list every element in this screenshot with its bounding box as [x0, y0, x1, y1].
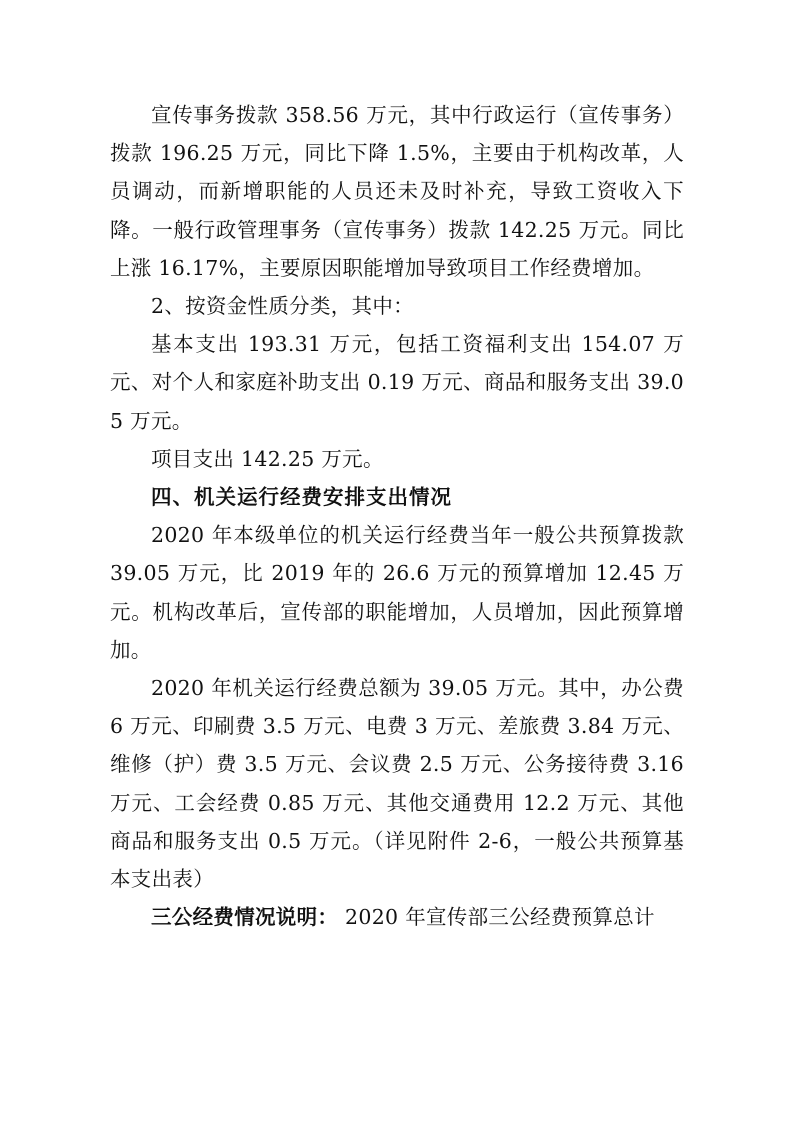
paragraph-three-public-expenses — [110, 898, 684, 936]
paragraph-basic-expenditure: 基本支出 193.31 万元，包括工资福利支出 154.07 万元、对个人和家庭补助支出 0.19 万元、商品和服务支出 39.05 万元。 — [110, 332, 684, 433]
paragraph-operating-funds-breakdown: 2020 年机关运行经费总额为 39.05 万元。其中，办公费 6 万元、印刷费 3.5 万元、电费 3 万元、差旅费 3.84 万元、维修（护）费 3.5 万元、会议费 2.5 万元、公务接待费 3.16 万元、工会经费 0.85 万元、其他交通费用 12.2 万元、其他商品和服务支出 0.5 万元。（详见附件 2-6，一般公共预算基本支出表） — [110, 676, 684, 892]
paragraph-propaganda-affairs: 宣传事务拨款 358.56 万元，其中行政运行（宣传事务）拨款 196.25 万元，同比下降 1.5%，主要由于机构改革，人员调动，而新增职能的人员还未及时补充，导致工资收入下降。一般行政管理事务（宣传事务）拨款 142.25 万元。同比上涨 16.17%，主要原因职能增加导致项目工作经费增加。 — [110, 103, 684, 280]
paragraph-project-expenditure: 项目支出 142.25 万元。 — [151, 446, 384, 471]
three-public-expenses-label: 三公经费情况说明： — [151, 905, 339, 930]
document-page — [110, 96, 684, 936]
three-public-expenses-text: 2020 年宣传部三公经费预算总计 — [338, 905, 655, 930]
paragraph-fund-nature-heading: 2、按资金性质分类，其中： — [151, 294, 414, 319]
paragraph-operating-funds-budget: 2020 年本级单位的机关运行经费当年一般公共预算拨款 39.05 万元，比 2019 年的 26.6 万元的预算增加 12.45 万元。机构改革后，宣传部的职能增加，人员增加，因此预算增加。 — [110, 523, 684, 662]
section-heading-operating-funds: 四、机关运行经费安排支出情况 — [151, 485, 452, 510]
